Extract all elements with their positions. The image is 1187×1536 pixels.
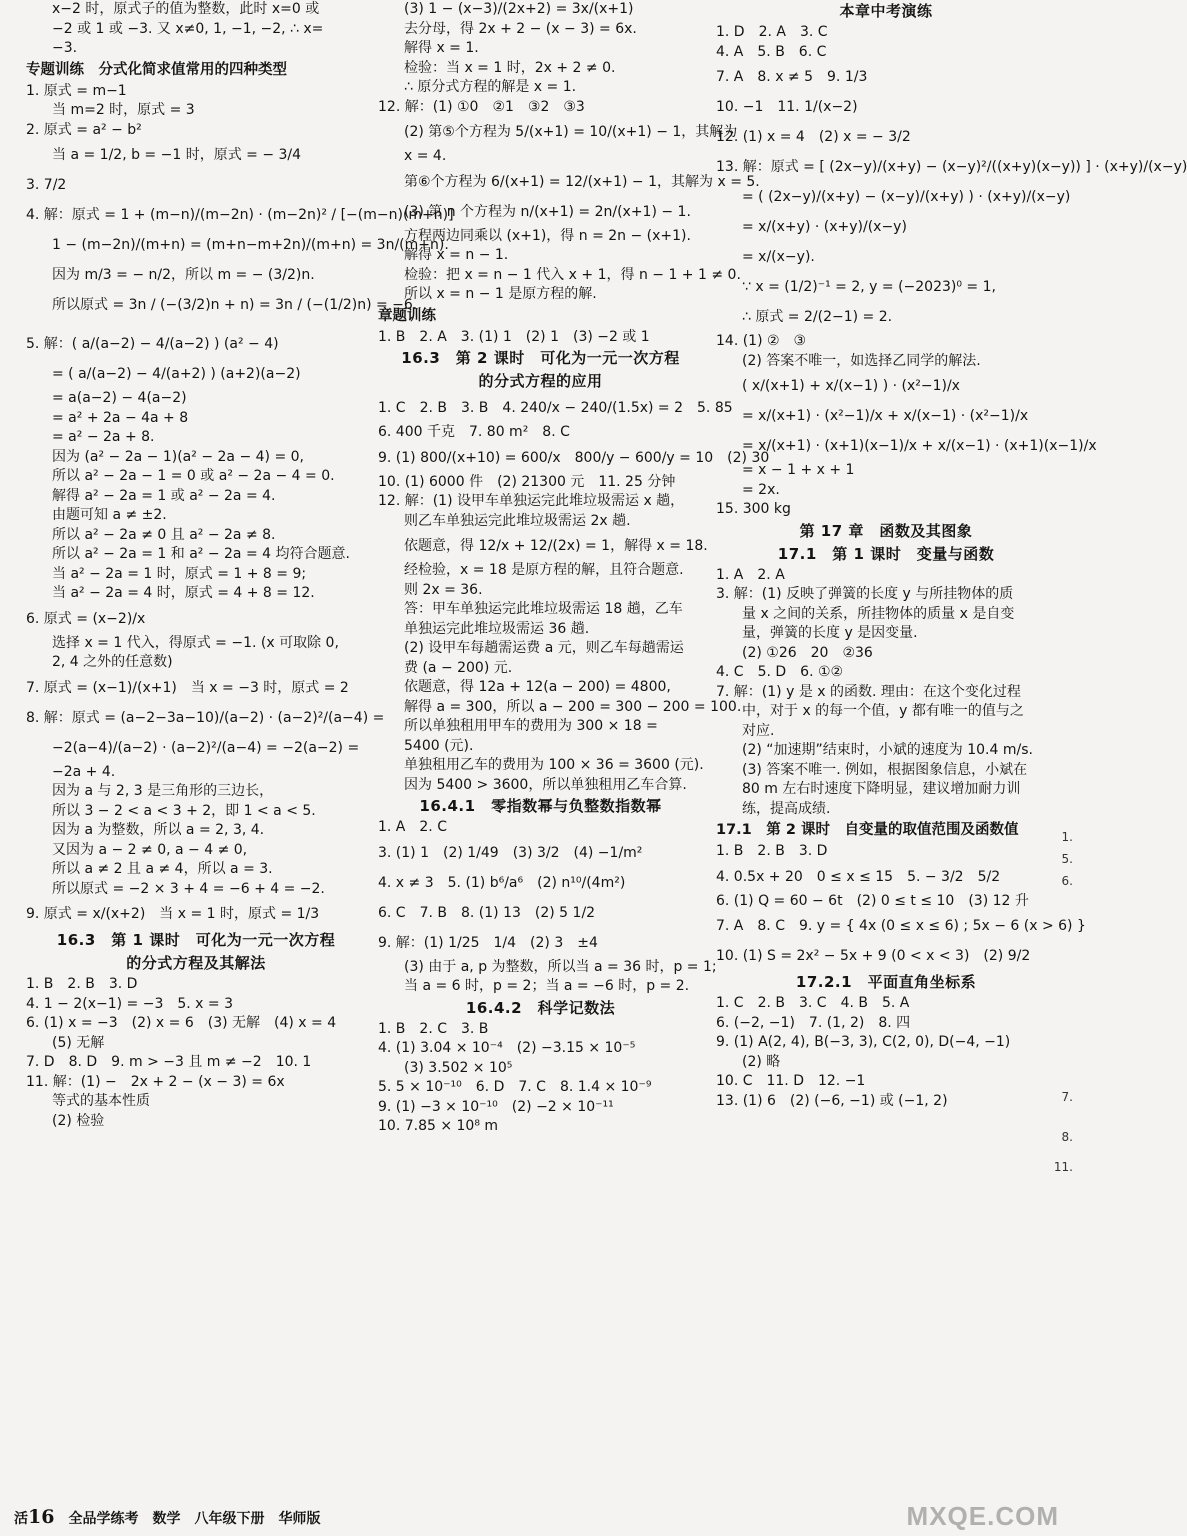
page-number: 16 <box>28 1506 55 1528</box>
answer-line: 9. (1) A(2, 4), B(−3, 3), C(2, 0), D(−4, −1) <box>716 1034 1011 1050</box>
answer-line: 12. 解：(1) ①0 ②1 ③2 ③3 <box>378 98 585 115</box>
answer-line: 3. 解：(1) 反映了弹簧的长度 y 与所挂物体的质 <box>716 586 1014 602</box>
answer-line: ( x/(x+1) + x/(x−1) ) · (x²−1)/x <box>742 378 960 394</box>
answer-line: = ( (2x−y)/(x+y) − (x−y)/(x+y) ) · (x+y)/(x−y) <box>742 189 1071 205</box>
answer-line: 因为 a 为整数，所以 a = 2, 3, 4. <box>52 822 265 838</box>
answer-line: 6. (−2, −1) 7. (1, 2) 8. 四 <box>716 1014 911 1031</box>
answer-line: −3. <box>52 40 78 56</box>
answer-line: 因为 5400 > 3600，所以单独租用乙车合算. <box>404 776 687 793</box>
answer-line: 6. C 7. B 8. (1) 13 (2) 5 1/2 <box>378 904 596 921</box>
answer-line: 当 a = 6 时，p = 2；当 a = −6 时，p = 2. <box>404 978 690 994</box>
section-heading: 17.2.1 平面直角坐标系 <box>795 973 977 991</box>
answer-line: 依题意，得 12/x + 12/(2x) = 1，解得 x = 18. <box>404 538 708 554</box>
answer-line: 所以原式 = −2 × 3 + 4 = −6 + 4 = −2. <box>52 880 325 897</box>
answer-line: 13. 解：原式 = [ (2x−y)/(x+y) − (x−y)²/((x+y)(x−y)) ] · (x+y)/(x−y) <box>716 159 1187 175</box>
answer-line: 所以 x = n − 1 是原方程的解. <box>404 286 597 302</box>
answer-line: 6. 400 千克 7. 80 m² 8. C <box>378 424 570 440</box>
answer-line: (2) 答案不唯一，如选择乙同学的解法. <box>742 352 981 369</box>
answer-line: = ( a/(a−2) − 4/(a+2) ) (a+2)(a−2) <box>52 366 301 382</box>
answer-line: ∴ 原式 = 2/(2−1) = 2. <box>742 309 893 325</box>
answer-line: 1. C 2. B 3. B 4. 240/x − 240/(1.5x) = 2 5. 85 <box>378 400 733 416</box>
answer-line: 9. 解：(1) 1/25 1/4 (2) 3 ±4 <box>378 934 598 951</box>
answer-line: 4. 解：原式 = 1 + (m−n)/(m−2n) · (m−2n)² / [−(m−n)(m+n)] <box>26 207 454 223</box>
answer-line: (3) 由于 a, p 为整数，所以当 a = 36 时，p = 1; <box>404 958 717 975</box>
answer-line: = x/(x+y) · (x+y)/(x−y) <box>742 219 907 235</box>
page-footer <box>14 1502 1059 1528</box>
answer-line: 所以原式 = 3n / (−(3/2)n + n) = 3n / (−(1/2)n) = −6. <box>52 297 418 313</box>
answer-line: (3) 1 − (x−3)/(2x+2) = 3x/(x+1) <box>404 1 634 17</box>
answer-line: 量 x 之间的关系，所挂物体的质量 x 是自变 <box>742 605 1015 622</box>
answer-line: 5. 解：( a/(a−2) − 4/(a−2) ) (a² − 4) <box>26 336 279 352</box>
answer-line: 当 a² − 2a = 1 时，原式 = 1 + 8 = 9; <box>52 565 307 582</box>
margin-fragment: 7. <box>1061 1090 1073 1104</box>
answer-line: (2) 检验 <box>52 1112 105 1129</box>
answer-line: 方程两边同乘以 (x+1)，得 n = 2n − (x+1). <box>404 227 691 244</box>
answer-line: (2) ①26 20 ②36 <box>742 644 873 661</box>
answer-line: (2) 略 <box>742 1053 781 1070</box>
answer-line: 则乙车单独运完此堆垃圾需运 2x 趟. <box>404 512 631 529</box>
answer-line: 因为 (a² − 2a − 1)(a² − 2a − 4) = 0, <box>52 448 304 465</box>
answer-line: 所以 a² − 2a − 1 = 0 或 a² − 2a − 4 = 0. <box>52 468 335 484</box>
answer-line: 检验：当 x = 1 时，2x + 2 ≠ 0. <box>404 59 616 76</box>
answer-line: 1. 原式 = m−1 <box>26 82 127 99</box>
answer-line: 10. C 11. D 12. −1 <box>716 1073 866 1089</box>
answer-line: 因为 a 与 2, 3 是三角形的三边长， <box>52 783 274 799</box>
answer-line: 解得 x = n − 1. <box>404 247 509 263</box>
section-heading: 16.3 第 1 课时 可化为一元一次方程 <box>56 931 336 949</box>
answer-line: 解得 a² − 2a = 1 或 a² − 2a = 4. <box>52 487 276 504</box>
answer-line: 12. 解：(1) 设甲车单独运完此堆垃圾需运 x 趟， <box>378 493 685 509</box>
answer-line: ∴ 原分式方程的解是 x = 1. <box>404 79 577 95</box>
answer-line: 因为 m/3 = − n/2，所以 m = − (3/2)n. <box>52 267 315 283</box>
answer-line: 4. (1) 3.04 × 10⁻⁴ (2) −3.15 × 10⁻⁵ <box>378 1040 636 1056</box>
answer-line: (2) 第⑤个方程为 5/(x+1) = 10/(x+1) − 1，其解为 <box>404 124 738 140</box>
answer-line: 3. (1) 1 (2) 1/49 (3) 3/2 (4) −1/m² <box>378 844 643 861</box>
answer-line: x = 4. <box>404 148 447 164</box>
answer-line: 6. (1) Q = 60 − 6t (2) 0 ≤ t ≤ 10 (3) 12 升 <box>716 892 1029 909</box>
answer-line: 9. (1) −3 × 10⁻¹⁰ (2) −2 × 10⁻¹¹ <box>378 1098 614 1115</box>
answer-line: 7. A 8. C 9. y = { 4x (0 ≤ x ≤ 6) ; 5x − 6 (x > 6) } <box>716 918 1086 934</box>
answer-line: 则 2x = 36. <box>404 581 483 598</box>
answer-line: = x/(x−y). <box>742 249 815 265</box>
page-prefix: 活 <box>14 1511 28 1527</box>
answer-line: 9. 原式 = x/(x+2) 当 x = 1 时，原式 = 1/3 <box>26 906 320 922</box>
answer-line: 解得 x = 1. <box>404 40 479 56</box>
answer-line: 80 m 左右时速度下降明显，建议增加耐力训 <box>742 781 1021 797</box>
section-heading: 16.4.1 零指数幂与负整数指数幂 <box>419 797 662 815</box>
answer-line: 2. 原式 = a² − b² <box>26 121 142 138</box>
answer-line: 费 (a − 200) 元. <box>404 659 513 676</box>
answer-line: 练，提高成绩. <box>742 800 831 817</box>
section-heading: 本章中考演练 <box>839 2 933 20</box>
section-heading: 的分式方程的应用 <box>478 372 603 390</box>
answer-line: 单独运完此堆垃圾需运 36 趟. <box>404 620 590 637</box>
section-heading: 16.4.2 科学记数法 <box>465 998 616 1017</box>
answer-line: 当 a² − 2a = 4 时，原式 = 4 + 8 = 12. <box>52 585 315 601</box>
section-heading: 第 17 章 函数及其图象 <box>799 521 973 540</box>
answer-line: 4. x ≠ 3 5. (1) b⁶/a⁶ (2) n¹⁰/(4m²) <box>378 874 626 891</box>
answer-line: −2a + 4. <box>52 763 116 780</box>
answer-line: 9. (1) 800/(x+10) = 600/x 800/y − 600/y = 10 (2) 30 <box>378 449 770 466</box>
answer-line: 10. 7.85 × 10⁸ m <box>378 1118 499 1134</box>
answer-line: 11. 解：(1) − 2x + 2 − (x − 3) = 6x <box>26 1073 285 1090</box>
answer-line: −2 或 1 或 −3. 又 x≠0, 1, −1, −2, ∴ x= <box>52 20 324 37</box>
answer-line: 解得 a = 300，所以 a − 200 = 300 − 200 = 100. <box>404 698 742 715</box>
answer-line: (5) 无解 <box>52 1034 105 1051</box>
answer-line: 1. B 2. B 3. D <box>26 976 138 992</box>
answer-line: = 2x. <box>742 481 780 498</box>
margin-fragment: 11. <box>1053 1160 1073 1174</box>
answer-line: 13. (1) 6 (2) (−6, −1) 或 (−1, 2) <box>716 1092 948 1109</box>
section-heading: 的分式方程及其解法 <box>126 954 266 972</box>
answer-line: 单独租用乙车的费用为 100 × 36 = 3600 (元). <box>404 757 704 773</box>
answer-line: 当 m=2 时，原式 = 3 <box>52 102 195 118</box>
answer-line: 检验：把 x = n − 1 代入 x + 1，得 n − 1 + 1 ≠ 0. <box>404 266 741 283</box>
answer-line: 8. 解：原式 = (a−2−3a−10)/(a−2) · (a−2)²/(a−4) = <box>26 709 385 726</box>
answer-line: 答：甲车单独运完此堆垃圾需运 18 趟，乙车 <box>404 601 683 617</box>
answer-line: 4. A 5. B 6. C <box>716 43 827 60</box>
answer-line: 所以 a² − 2a ≠ 0 且 a² − 2a ≠ 8. <box>52 526 276 543</box>
answer-line: 由题可知 a ≠ ±2. <box>52 507 167 523</box>
answer-line: 量，弹簧的长度 y 是因变量. <box>742 625 918 641</box>
answer-line: 7. 解：(1) y 是 x 的函数. 理由：在这个变化过程 <box>716 683 1021 700</box>
answer-line: 第⑥个方程为 6/(x+1) = 12/(x+1) − 1，其解为 x = 5. <box>404 173 760 190</box>
answer-line: 4. C 5. D 6. ①② <box>716 664 844 680</box>
answer-line: 等式的基本性质 <box>52 1093 150 1109</box>
answer-line: 12. (1) x = 4 (2) x = − 3/2 <box>716 129 911 145</box>
answer-line: −2(a−4)/(a−2) · (a−2)²/(a−4) = −2(a−2) = <box>52 739 360 756</box>
answer-line: 14. (1) ② ③ <box>716 333 807 349</box>
answer-line: 依题意，得 12a + 12(a − 200) = 4800, <box>404 679 671 695</box>
answer-line: 10. (1) S = 2x² − 5x + 9 (0 < x < 3) (2) 9/2 <box>716 948 1031 964</box>
answer-line: (2) 设甲车每趟需运费 a 元，则乙车每趟需运 <box>404 640 684 656</box>
answer-line: 当 a = 1/2, b = −1 时，原式 = − 3/4 <box>52 147 302 163</box>
answer-line: 选择 x = 1 代入，得原式 = −1. (x 可取除 0, <box>52 634 339 651</box>
answer-line: 1. A 2. C <box>378 819 447 835</box>
answer-line: 1. B 2. A 3. (1) 1 (2) 1 (3) −2 或 1 <box>378 328 650 345</box>
answer-line: 4. 0.5x + 20 0 ≤ x ≤ 15 5. − 3/2 5/2 <box>716 868 1001 885</box>
answer-line: = x − 1 + x + 1 <box>742 462 855 478</box>
answer-line <box>26 320 366 329</box>
answer-line: x−2 时，原式子的值为整数，此时 x=0 或 <box>52 1 320 17</box>
book-subject: 数学 <box>152 1511 181 1527</box>
section-heading: 专题训练 分式化简求值常用的四种类型 <box>26 61 287 78</box>
answer-line: 所以 a² − 2a = 1 和 a² − 2a = 4 均符合题意. <box>52 546 350 562</box>
book-grade: 八年级下册 <box>194 1511 265 1527</box>
answer-line: 中，对于 x 的每一个值，y 都有唯一的值与之 <box>742 703 1024 719</box>
answer-line: (3) 答案不唯一. 例如，根据图象信息，小斌在 <box>742 761 1028 778</box>
answer-line: 5400 (元). <box>404 737 474 754</box>
answer-line: 7. A 8. x ≠ 5 9. 1/3 <box>716 69 868 85</box>
answer-line: 2, 4 之外的任意数) <box>52 654 173 670</box>
answer-line: 6. 原式 = (x−2)/x <box>26 610 146 627</box>
answer-line: ∵ x = (1/2)⁻¹ = 2, y = (−2023)⁰ = 1, <box>742 279 996 295</box>
answer-line: 1. D 2. A 3. C <box>716 24 828 40</box>
answer-line: 所以单独租用甲车的费用为 300 × 18 = <box>404 718 658 734</box>
answer-line: 15. 300 kg <box>716 501 791 517</box>
answer-line: 4. 1 − 2(x−1) = −3 5. x = 3 <box>26 995 233 1012</box>
answer-line: 1. C 2. B 3. C 4. B 5. A <box>716 995 910 1011</box>
answer-line: 1. A 2. A <box>716 566 785 583</box>
answer-line: 10. −1 11. 1/(x−2) <box>716 99 858 115</box>
answer-column-right <box>716 0 1187 1498</box>
answer-line: (2) “加速期”结束时，小斌的速度为 10.4 m/s. <box>742 742 1033 758</box>
answer-line: 所以 a ≠ 2 且 a ≠ 4，所以 a = 3. <box>52 861 273 877</box>
section-heading: 章题训练 <box>378 307 436 324</box>
answer-line: 1 − (m−2n)/(m+n) = (m+n−m+2n)/(m+n) = 3n/(m+n). <box>52 237 449 253</box>
answer-line: 6. (1) x = −3 (2) x = 6 (3) 无解 (4) x = 4 <box>26 1015 337 1031</box>
answer-line: = x/(x+1) · (x+1)(x−1)/x + x/(x−1) · (x+1)(x−1)/x <box>742 438 1097 454</box>
answer-line: = a(a−2) − 4(a−2) <box>52 390 187 406</box>
answer-line: 5. 5 × 10⁻¹⁰ 6. D 7. C 8. 1.4 × 10⁻⁹ <box>378 1079 652 1095</box>
answer-line: = x/(x+1) · (x²−1)/x + x/(x−1) · (x²−1)/x <box>742 408 1029 424</box>
section-heading: 16.3 第 2 课时 可化为一元一次方程 <box>401 349 680 367</box>
answer-line: 7. 原式 = (x−1)/(x+1) 当 x = −3 时，原式 = 2 <box>26 679 349 696</box>
book-series: 全品学练考 <box>68 1511 139 1527</box>
answer-line: 又因为 a − 2 ≠ 0, a − 4 ≠ 0, <box>52 841 248 858</box>
section-heading: 17.1 第 2 课时 自变量的取值范围及函数值 <box>716 822 1019 838</box>
answer-line: 3. 7/2 <box>26 177 67 193</box>
answer-line: 7. D 8. D 9. m > −3 且 m ≠ −2 10. 1 <box>26 1054 312 1070</box>
answer-line: 对应. <box>742 722 775 739</box>
answer-line: 去分母，得 2x + 2 − (x − 3) = 6x. <box>404 20 637 37</box>
margin-fragment: 1. <box>1061 830 1073 844</box>
answer-line: 所以 3 − 2 < a < 3 + 2，即 1 < a < 5. <box>52 802 316 819</box>
margin-fragment: 8. <box>1061 1130 1073 1144</box>
page-label <box>14 1506 54 1528</box>
answer-line: = a² − 2a + 8. <box>52 429 155 445</box>
watermark-logo: MXQE.COM <box>906 1501 1059 1531</box>
answer-line: 1. B 2. B 3. D <box>716 843 828 859</box>
answer-line: (3) 第 n 个方程为 n/(x+1) = 2n/(x+1) − 1. <box>404 203 691 220</box>
answer-line: = a² + 2a − 4a + 8 <box>52 409 189 426</box>
answer-line: 1. B 2. C 3. B <box>378 1020 489 1037</box>
book-edition: 华师版 <box>278 1511 321 1527</box>
section-heading: 17.1 第 1 课时 变量与函数 <box>777 544 995 563</box>
answer-line: 10. (1) 6000 件 (2) 21300 元 11. 25 分钟 <box>378 473 676 490</box>
margin-fragment: 5. <box>1061 852 1073 866</box>
margin-fragment: 6. <box>1061 874 1073 888</box>
answer-line: (3) 3.502 × 10⁵ <box>404 1059 513 1076</box>
answer-line: 经检验，x = 18 是原方程的解，且符合题意. <box>404 562 684 578</box>
